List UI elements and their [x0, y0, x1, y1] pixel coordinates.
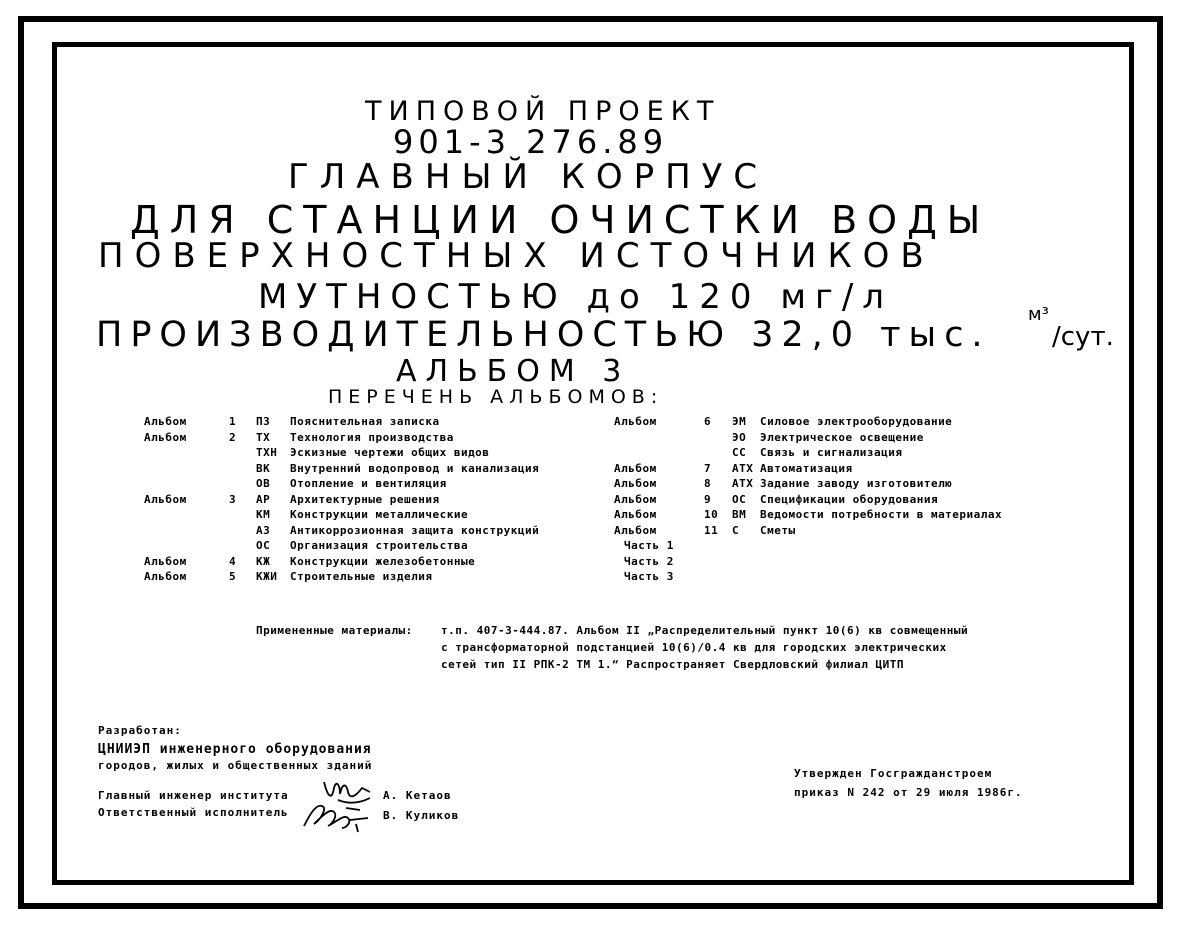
list-item: Альбом 5 КЖИ Строительные изделия: [144, 570, 433, 583]
list-item: Альбом 7 АТХ Автоматизация: [614, 461, 853, 475]
list-item: Часть 1: [624, 539, 674, 552]
subtitle-turbidity: МУТНОСТЬЮ до 120 мг/л: [258, 277, 894, 317]
responsible-executor-signature: [300, 800, 376, 834]
album-list-title: ПЕРЕЧЕНЬ АЛЬБОМОВ:: [328, 386, 664, 408]
approval-line-1: Утвержден Госгражданстроем: [794, 767, 993, 780]
developer-org-line-1: ЦНИИЭП инженерного оборудования: [98, 742, 372, 757]
list-item: Часть 2: [624, 554, 674, 568]
materials-label: Примененные материалы:: [256, 624, 413, 637]
chief-engineer-name: А. Кетаов: [383, 789, 452, 802]
list-item: Часть 3: [624, 570, 674, 583]
list-item: Альбом 2 ТХ Технология производства: [144, 430, 454, 444]
chief-engineer-role: Главный инженер института: [98, 789, 289, 802]
materials-line-1: т.п. 407-3-444.87. Альбом II „Распределительный пункт 10(6) кв совмещенный: [441, 624, 969, 637]
capacity-unit-bottom: /сут.: [1052, 322, 1114, 352]
header-typical-project: ТИПОВОЙ ПРОЕКТ: [365, 96, 721, 127]
list-item: Альбом 3 АР Архитектурные решения: [144, 492, 440, 506]
list-item: Альбом 1 ПЗ Пояснительная записка: [144, 415, 440, 428]
list-item: Альбом 10 ВМ Ведомости потребности в материалах: [614, 508, 1003, 521]
subtitle-sources: ПОВЕРХНОСТНЫХ ИСТОЧНИКОВ: [98, 236, 935, 276]
list-item: Альбом 11 С Сметы: [614, 523, 796, 537]
albums-left-list: [144, 415, 604, 586]
materials-line-2: с трансформаторной подстанцией 10(6)/0.4 кв для городских электрических: [441, 641, 947, 654]
albums-right-list: [614, 415, 1014, 586]
list-item: ВК Внутренний водопровод и канализация: [256, 461, 540, 475]
list-item: АЗ Антикоррозионная защита конструкций: [256, 523, 540, 537]
project-number: 901-3 276.89: [393, 123, 669, 161]
developer-label: Разработан:: [98, 724, 182, 737]
list-item: Альбом 9 ОС Спецификации оборудования: [614, 492, 939, 506]
subtitle-station: ДЛЯ СТАНЦИИ ОЧИСТКИ ВОДЫ: [130, 198, 991, 242]
list-item: КМ Конструкции металлические: [256, 508, 469, 521]
responsible-executor-role: Ответственный исполнитель: [98, 806, 289, 819]
developer-org-line-2: городов, жилых и общественных зданий: [98, 759, 373, 772]
subtitle-capacity: ПРОИЗВОДИТЕЛЬНОСТЬЮ 32,0 тыс.: [96, 315, 991, 355]
materials-line-3: сетей тип II РПК-2 ТМ 1.“ Распространяет Свердловский филиал ЦИТП: [441, 658, 904, 671]
approval-line-2: приказ N 242 от 29 июля 1986г.: [794, 786, 1023, 799]
list-item: Альбом 8 АТХ Задание заводу изготовителю: [614, 477, 953, 490]
list-item: Альбом 6 ЭМ Силовое электрооборудование: [614, 415, 953, 428]
list-item: Альбом 4 КЖ Конструкции железобетонные: [144, 554, 476, 568]
building-title: ГЛАВНЫЙ КОРПУС: [288, 157, 769, 197]
list-item: ТХН Эскизные чертежи общих видов: [256, 446, 490, 459]
responsible-executor-name: В. Куликов: [383, 809, 460, 822]
list-item: ОС Организация строительства: [256, 539, 469, 552]
list-item: ОВ Отопление и вентиляция: [256, 477, 447, 490]
capacity-unit-top: м³: [1028, 304, 1049, 325]
list-item: ЭО Электрическое освещение: [732, 430, 924, 444]
album-number-title: АЛЬБОМ 3: [396, 354, 631, 389]
list-item: СС Связь и сигнализация: [732, 446, 903, 459]
